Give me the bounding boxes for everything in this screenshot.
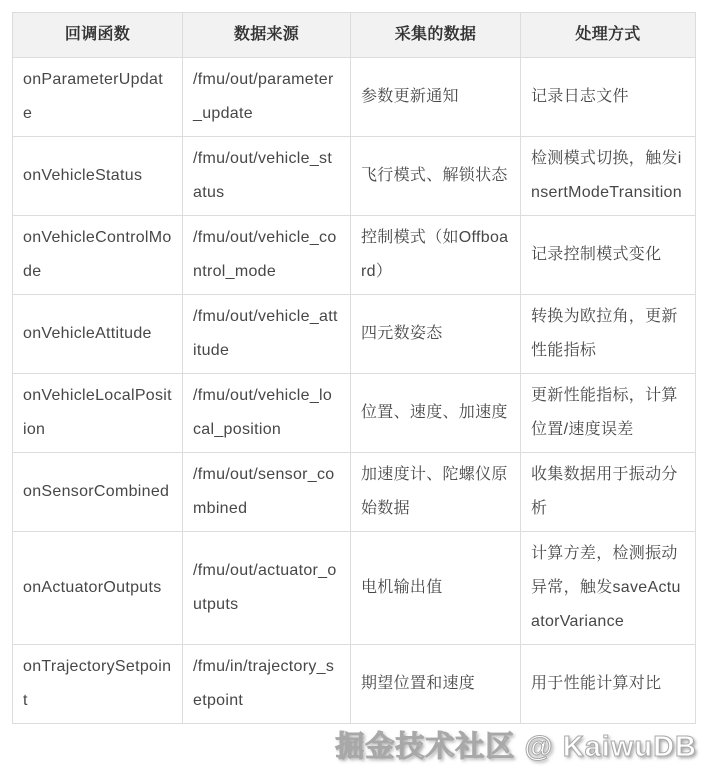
cell-callback: onVehicleStatus	[13, 137, 183, 216]
cell-callback: onVehicleAttitude	[13, 295, 183, 374]
cell-source: /fmu/out/vehicle_control_mode	[183, 216, 351, 295]
cell-handling: 用于性能计算对比	[521, 645, 696, 724]
column-header-source: 数据来源	[183, 13, 351, 58]
cell-handling: 检测模式切换，触发insertModeTransition	[521, 137, 696, 216]
cell-callback: onVehicleLocalPosition	[13, 374, 183, 453]
cell-source: /fmu/out/vehicle_status	[183, 137, 351, 216]
column-header-data: 采集的数据	[351, 13, 521, 58]
table-row	[13, 58, 696, 137]
table-row	[13, 216, 696, 295]
cell-data: 控制模式（如Offboard）	[351, 216, 521, 295]
cell-source: /fmu/out/actuator_outputs	[183, 532, 351, 645]
cell-data: 加速度计、陀螺仪原始数据	[351, 453, 521, 532]
cell-handling: 记录控制模式变化	[521, 216, 696, 295]
cell-handling: 收集数据用于振动分析	[521, 453, 696, 532]
cell-data: 电机输出值	[351, 532, 521, 645]
cell-callback: onParameterUpdate	[13, 58, 183, 137]
table-row	[13, 532, 696, 645]
cell-data: 飞行模式、解锁状态	[351, 137, 521, 216]
watermark: 掘金技术社区 @ KaiwuDB	[335, 731, 697, 763]
cell-source: /fmu/out/sensor_combined	[183, 453, 351, 532]
callbacks-table	[12, 12, 696, 724]
table-body	[13, 58, 696, 724]
cell-handling: 计算方差，检测振动异常，触发saveActuatorVariance	[521, 532, 696, 645]
column-header-handling: 处理方式	[521, 13, 696, 58]
cell-callback: onTrajectorySetpoint	[13, 645, 183, 724]
header-row	[13, 13, 696, 58]
table-row	[13, 453, 696, 532]
cell-handling: 记录日志文件	[521, 58, 696, 137]
cell-callback: onVehicleControlMode	[13, 216, 183, 295]
table-header	[13, 13, 696, 58]
cell-source: /fmu/out/vehicle_attitude	[183, 295, 351, 374]
cell-handling: 更新性能指标，计算位置/速度误差	[521, 374, 696, 453]
table-row	[13, 645, 696, 724]
cell-source: /fmu/out/parameter_update	[183, 58, 351, 137]
cell-data: 四元数姿态	[351, 295, 521, 374]
cell-callback: onSensorCombined	[13, 453, 183, 532]
cell-source: /fmu/out/vehicle_local_position	[183, 374, 351, 453]
cell-data: 位置、速度、加速度	[351, 374, 521, 453]
table-row	[13, 137, 696, 216]
table-row	[13, 374, 696, 453]
table-row	[13, 295, 696, 374]
cell-source: /fmu/in/trajectory_setpoint	[183, 645, 351, 724]
cell-callback: onActuatorOutputs	[13, 532, 183, 645]
cell-data: 期望位置和速度	[351, 645, 521, 724]
column-header-callback: 回调函数	[13, 13, 183, 58]
cell-data: 参数更新通知	[351, 58, 521, 137]
cell-handling: 转换为欧拉角，更新性能指标	[521, 295, 696, 374]
